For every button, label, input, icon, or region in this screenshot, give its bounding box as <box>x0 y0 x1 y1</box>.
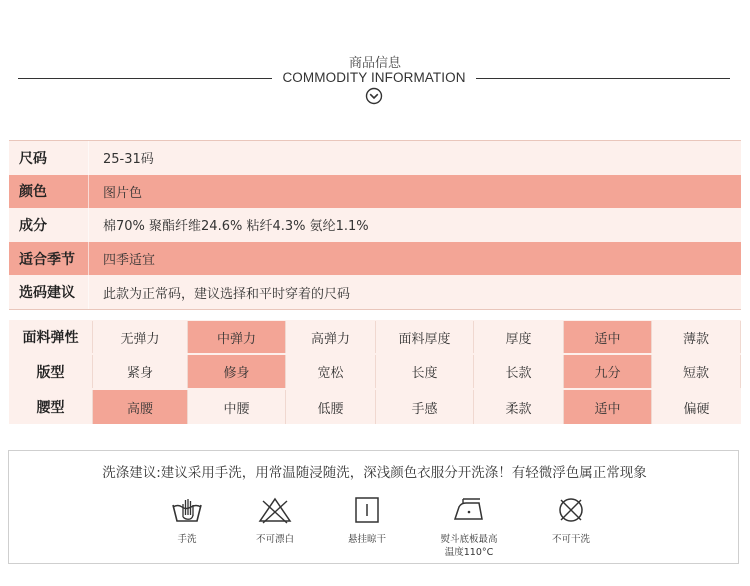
property-option: 厚度 <box>474 321 564 353</box>
care-item-no-bleach <box>235 495 315 546</box>
attribute-key: 尺码 <box>9 141 89 175</box>
care-item-hang-dry <box>327 495 407 546</box>
property-option: 紧身 <box>93 355 188 388</box>
property-option: 宽松 <box>286 355 376 388</box>
property-grid <box>9 320 741 424</box>
property-option-selected: 高腰 <box>93 390 188 424</box>
section-title-cn: 商品信息 <box>348 56 401 71</box>
attribute-value: 图片色 <box>103 185 143 201</box>
care-label: 手洗 <box>177 534 197 545</box>
property-option: 低腰 <box>286 390 376 424</box>
attribute-row-composition <box>9 208 741 242</box>
property-key: 腰型 <box>9 390 93 424</box>
attribute-row-color <box>9 175 741 209</box>
property-key: 面料弹性 <box>9 321 93 353</box>
attribute-table <box>9 140 741 310</box>
attribute-row-season <box>9 242 741 276</box>
washing-advice: 洗涤建议:建议采用手洗，用常温随浸随洗，深浅颜色衣服分开洗涤！有轻微浮色属正常现象 <box>102 465 647 481</box>
attribute-key: 颜色 <box>9 175 89 209</box>
no-dry-clean-icon <box>553 495 589 525</box>
attribute-key: 选码建议 <box>9 275 89 309</box>
iron-icon <box>449 495 489 525</box>
attribute-key: 成分 <box>9 208 89 242</box>
header-divider-left <box>18 78 272 79</box>
property-key: 版型 <box>9 355 93 388</box>
care-item-iron <box>429 495 509 559</box>
care-item-no-dry-clean <box>531 495 611 546</box>
attribute-key: 适合季节 <box>9 242 89 276</box>
property-option: 无弹力 <box>93 321 188 353</box>
attribute-row-size-advice <box>9 275 741 309</box>
care-label-line: 温度110°C <box>444 547 494 558</box>
property-option: 长款 <box>474 355 564 388</box>
attribute-row-size <box>9 141 741 175</box>
care-label: 悬挂晾干 <box>347 534 386 545</box>
care-label-line: 熨斗底板最高 <box>440 534 498 545</box>
property-option-selected: 适中 <box>564 321 652 353</box>
property-option-selected: 适中 <box>564 390 652 424</box>
washing-panel <box>8 450 739 564</box>
no-bleach-icon <box>257 495 293 525</box>
property-option: 薄款 <box>652 321 741 353</box>
care-label <box>429 533 509 559</box>
property-option-selected: 中弹力 <box>188 321 286 353</box>
property-option: 手感 <box>376 390 474 424</box>
care-item-hand-wash <box>147 495 227 546</box>
property-option: 高弹力 <box>286 321 376 353</box>
care-label: 不可漂白 <box>255 534 294 545</box>
property-option-selected: 九分 <box>564 355 652 388</box>
attribute-value: 此款为正常码，建议选择和平时穿着的尺码 <box>103 286 351 302</box>
chevron-down-circle-icon <box>365 87 383 105</box>
attribute-value: 四季适宜 <box>103 253 156 269</box>
hang-dry-icon <box>349 495 385 525</box>
property-option: 中腰 <box>188 390 286 424</box>
care-label: 不可干洗 <box>551 534 590 545</box>
hand-wash-icon <box>169 495 205 525</box>
property-option: 偏硬 <box>683 401 710 417</box>
property-option-selected: 修身 <box>188 355 286 388</box>
attribute-value: 25-31码 <box>103 152 154 168</box>
header-divider-right <box>476 78 730 79</box>
attribute-value: 棉70% 聚酯纤维24.6% 粘纤4.3% 氨纶1.1% <box>103 219 369 235</box>
section-title-en: COMMODITY INFORMATION <box>282 70 466 85</box>
property-option: 长度 <box>376 355 474 388</box>
property-option: 柔款 <box>474 390 564 424</box>
property-option: 短款 <box>652 355 741 388</box>
property-option: 面料厚度 <box>376 321 474 353</box>
